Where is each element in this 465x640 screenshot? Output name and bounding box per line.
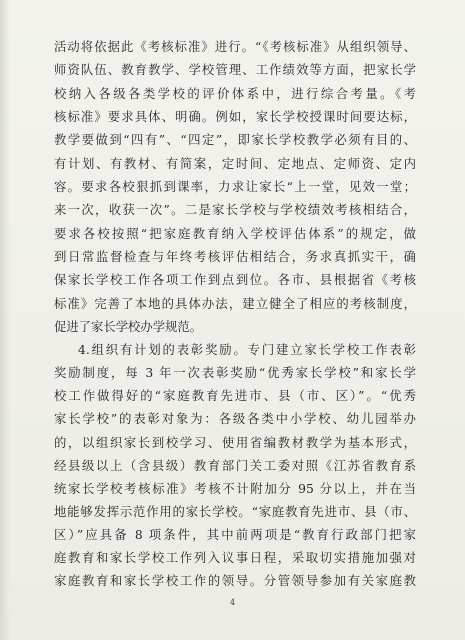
body-text-line: 统家长学校考核标准》考核不计附加分 95 分以上，并在当	[54, 482, 416, 496]
body-text-line: 奖励制度，每 3 年一次表彰奖励“优秀家长学校”和家长学	[54, 366, 416, 380]
section-heading-line: 4.组织有计划的表彰奖励。专门建立家长学校工作表彰	[78, 343, 416, 357]
page-number: 4	[229, 598, 236, 607]
body-text-line: 有计划、有教材、有简案，定时间、定地点、定师资、定内	[54, 157, 416, 171]
body-text-line: 的，以组织家长到校学习、使用省编教材教学为基本形式，	[54, 436, 416, 450]
body-text-line: 教学要做到“四有”、“四定”，即家长学校教学必须有目的、	[54, 133, 416, 147]
body-text-line: 保家长学校工作各项工作到点到位。各市、县根据省《考核	[54, 273, 416, 287]
body-text-line: 区）”应具备 8 项条件，其中前两项是“教育行政部门把家	[54, 528, 416, 542]
body-text-line: 来一次，收获一次”。二是家长学校与学校绩效考核相结合，	[54, 203, 416, 217]
body-text-line: 师资队伍、教育教学、学校管理、工作绩效等方面，把家长学	[54, 63, 416, 77]
body-text-line: 活动将依据此《考核标准》进行。“《考核标准》从组织领导、	[54, 40, 416, 54]
body-text-line: 容。要求各校狠抓到课率，力求让家长“上一堂，见效一堂；	[54, 180, 416, 194]
body-text-line: 家庭教育和家长学校工作的领导。分管领导参加有关家庭教	[54, 574, 416, 588]
body-text-line: 校工作做得好的“家庭教育先进市、县（市、区）”。“优秀	[54, 389, 416, 403]
body-text-line: 核标准》要求具体、明确。例如，家长学校授课时间要达标，	[54, 110, 416, 124]
scan-shadow-edge	[0, 0, 10, 640]
body-text-line: 庭教育和家长学校工作列入议事日程，采取切实措施加强对	[54, 551, 416, 565]
body-text-line: 地能够发挥示范作用的家长学校。“家庭教育先进市、县（市、	[54, 505, 416, 519]
body-text-line: 家长学校”的表彰对象为：各级各类中小学校、幼儿园举办	[54, 412, 416, 426]
body-text-line: 校纳入各级各类学校的评价体系中，进行综合考量。《考	[54, 87, 416, 101]
body-text-line: 标准》完善了本地的具体办法，建立健全了相应的考核制度，	[54, 297, 416, 311]
body-text-line: 到日常监督检查与年终考核评估相结合，务求真抓实干，确	[54, 250, 416, 264]
body-text-line: 经县级以上（含县级）教育部门关工委对照《江苏省教育系	[54, 459, 416, 473]
body-text-line-paragraph-end: 促进了家长学校办学规范。	[54, 320, 203, 334]
body-text-line: 要求各校按照“把家庭教育纳入学校评估体系”的规定，做	[54, 227, 416, 241]
